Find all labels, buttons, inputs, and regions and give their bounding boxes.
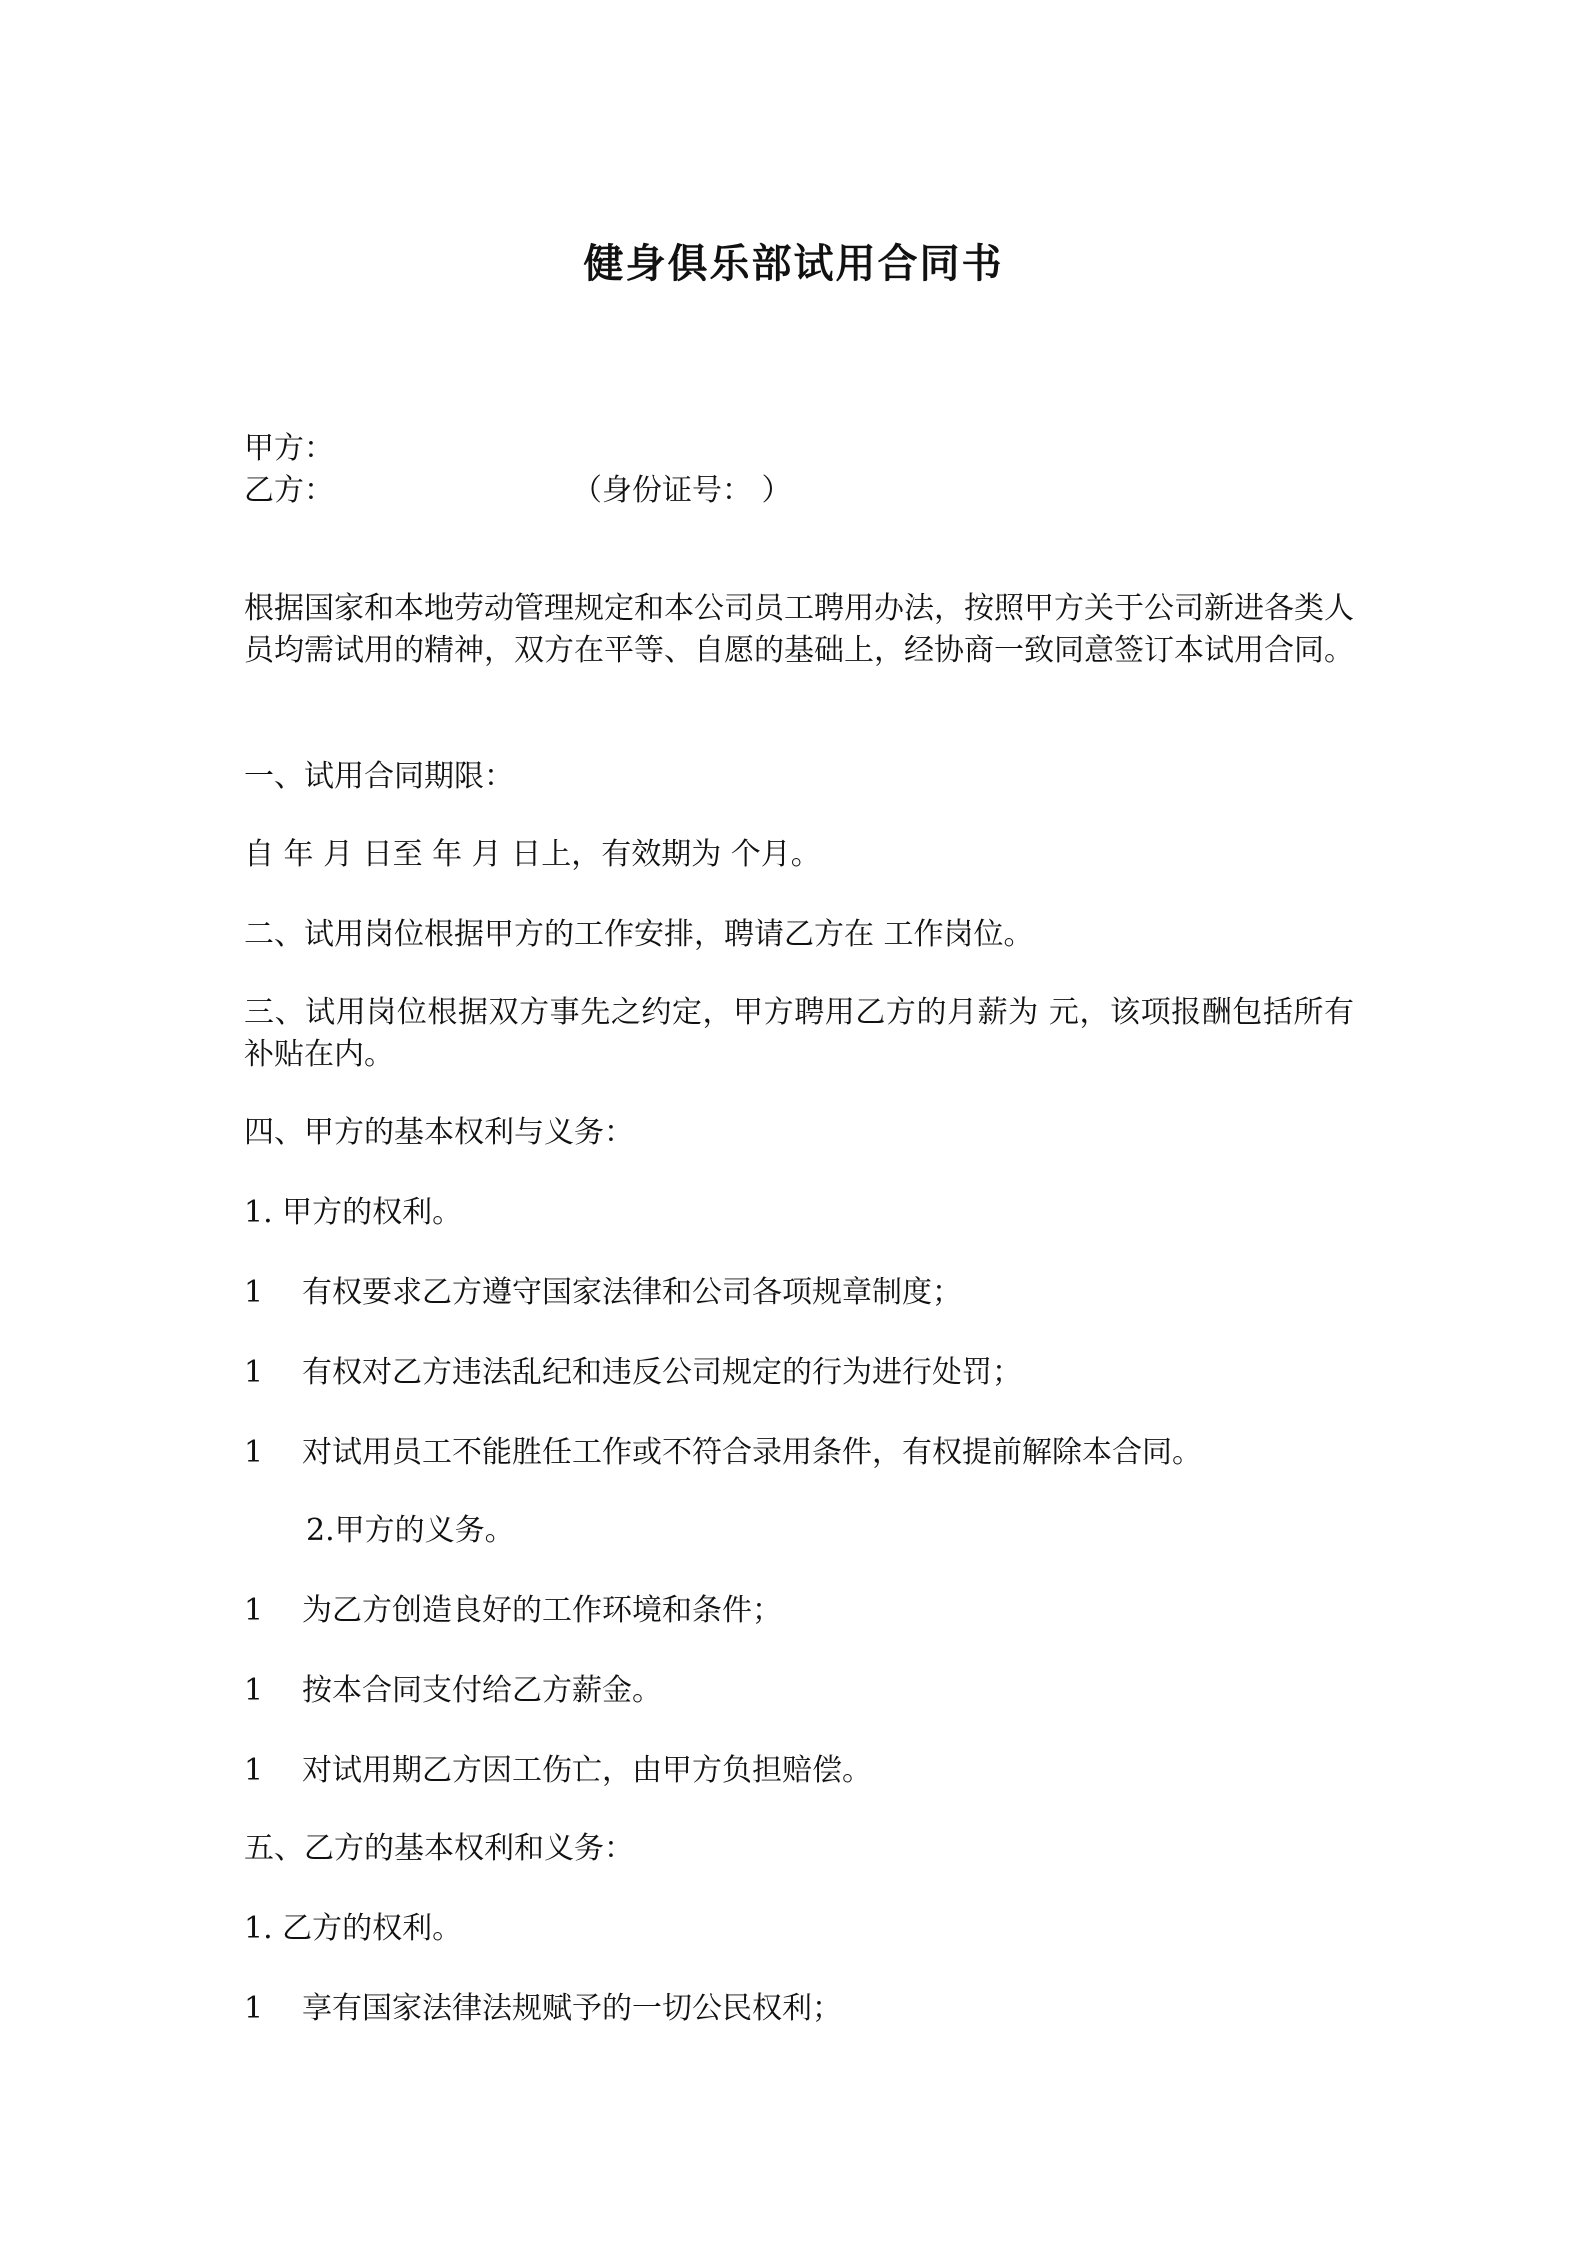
list-item-number: 1 [244, 1673, 264, 1708]
section-4-heading: 四、甲方的基本权利与义务： [244, 1115, 634, 1150]
list-item-number: 1 [244, 1593, 264, 1628]
list-item-number: 1 [244, 1275, 264, 1310]
list-item-number: 1 [244, 1435, 264, 1470]
section-5-heading: 五、乙方的基本权利和义务： [244, 1831, 634, 1866]
document-title: 健身俱乐部试用合同书 [583, 240, 1004, 287]
list-item-text: 享有国家法律法规赋予的一切公民权利； [302, 1991, 842, 2026]
list-item-text: 对试用期乙方因工伤亡，由甲方负担赔偿。 [302, 1753, 872, 1788]
list-item [244, 1432, 1202, 1474]
party-a-label: 甲方： [244, 431, 334, 466]
list-item-text: 按本合同支付给乙方薪金。 [302, 1673, 662, 1708]
section-1-heading: 一、试用合同期限： [244, 759, 514, 794]
list-item [244, 1988, 842, 2030]
section-3-paragraph: 三、试用岗位根据双方事先之约定，甲方聘用乙方的月薪为 元，该项报酬包括所有补贴在内。 [244, 995, 1354, 1072]
list-item-text: 有权对乙方违法乱纪和违反公司规定的行为进行处罚； [302, 1355, 1022, 1390]
list-item [244, 1352, 1022, 1394]
intro-paragraph: 根据国家和本地劳动管理规定和本公司员工聘用办法，按照甲方关于公司新进各类人员均需试用的精神，双方在平等、自愿的基础上，经协商一致同意签订本试用合同。 [244, 591, 1354, 668]
list-item-text: 有权要求乙方遵守国家法律和公司各项规章制度； [302, 1275, 962, 1310]
list-item-text: 对试用员工不能胜任工作或不符合录用条件，有权提前解除本合同。 [302, 1435, 1202, 1470]
list-item-text: 为乙方创造良好的工作环境和条件； [302, 1593, 782, 1628]
section-5-rights-heading: 1. 乙方的权利。 [244, 1911, 463, 1946]
list-item [244, 1590, 782, 1632]
section-1-period: 自 年 月 日至 年 月 日上，有效期为 个月。 [244, 837, 821, 872]
list-item-number: 1 [244, 1753, 264, 1788]
list-item [244, 1272, 962, 1314]
section-2-paragraph: 二、试用岗位根据甲方的工作安排，聘请乙方在 工作岗位。 [244, 917, 1034, 952]
list-item-number: 1 [244, 1991, 264, 2026]
section-4-duties-heading: 2.甲方的义务。 [306, 1513, 515, 1548]
party-b-label: 乙方： [244, 473, 334, 508]
list-item-number: 1 [244, 1355, 264, 1390]
list-item [244, 1670, 662, 1712]
list-item [244, 1750, 872, 1792]
section-4-rights-heading: 1. 甲方的权利。 [244, 1195, 463, 1230]
party-b-id-note: （身份证号： ） [572, 473, 792, 508]
